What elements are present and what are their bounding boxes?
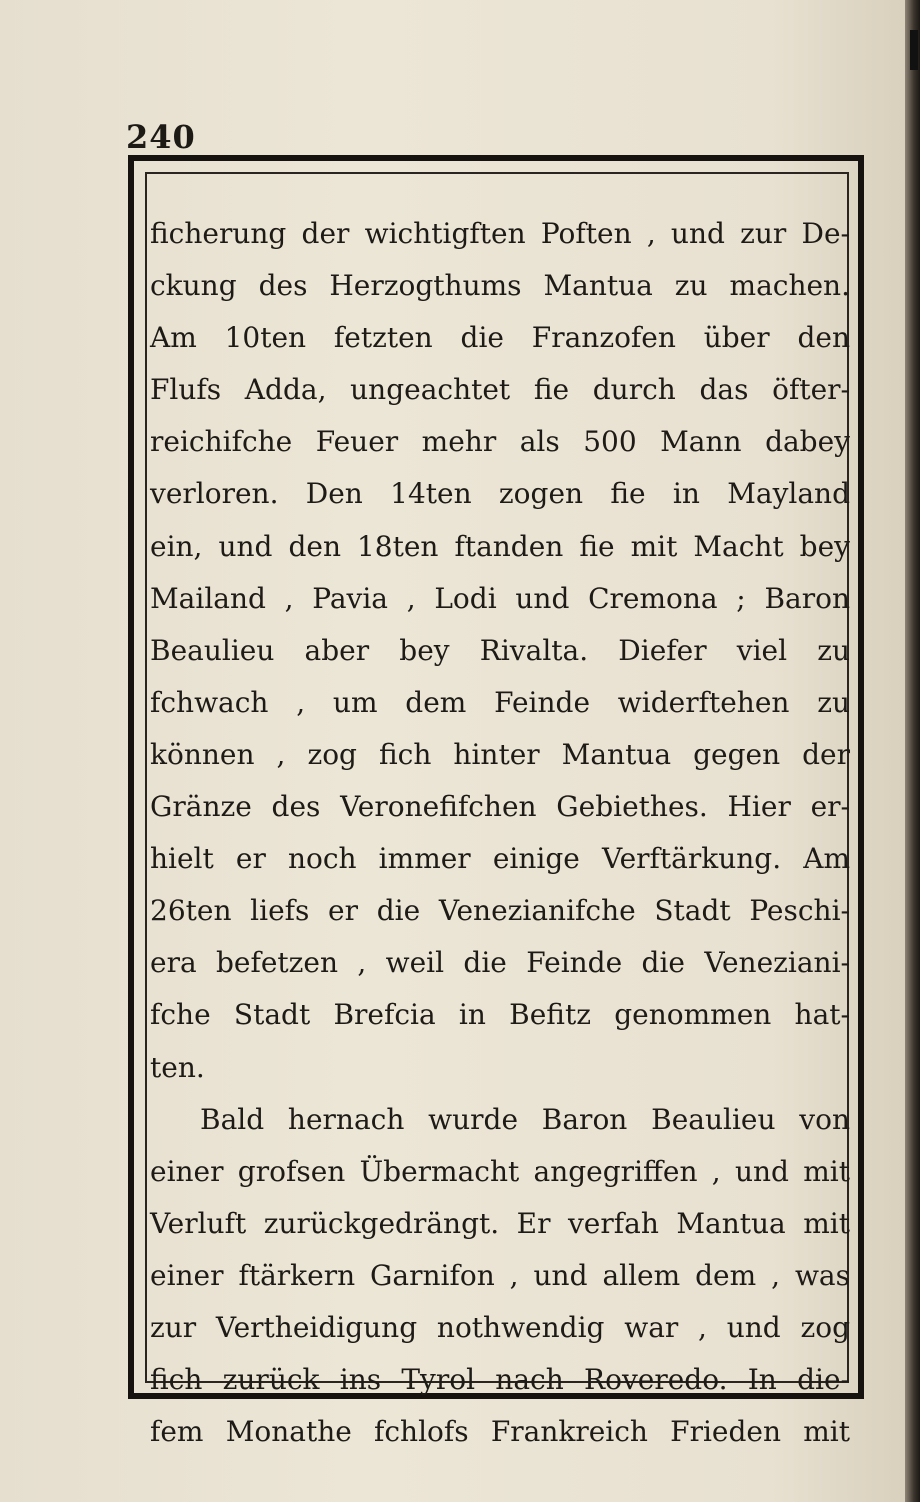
page-number: 240	[126, 118, 196, 156]
text-line: Beaulieu aber bey Rivalta. Diefer viel zu	[150, 633, 850, 667]
text-line: Mailand , Pavia , Lodi und Cremona ; Baron	[150, 581, 850, 615]
text-line: fchwach , um dem Feinde widerftehen zu	[150, 685, 850, 719]
text-line: fich zurück ins Tyrol nach Roveredo. In die-	[150, 1363, 850, 1397]
text-line: können , zog fich hinter Mantua gegen der	[150, 737, 850, 771]
text-line: einer grofsen Übermacht angegriffen , und mit	[150, 1154, 850, 1188]
text-line: zur Vertheidigung nothwendig war , und zog	[150, 1310, 850, 1344]
text-line: Gränze des Veronefifchen Gebiethes. Hier er-	[150, 790, 850, 824]
text-line: ein, und den 18ten ftanden fie mit Macht bey	[150, 529, 850, 563]
text-line: Bald hernach wurde Baron Beaulieu von	[200, 1102, 850, 1136]
text-line: Flufs Adda, ungeachtet fie durch das öfter-	[150, 373, 850, 407]
text-line: ten.	[150, 1050, 205, 1084]
text-line: Verluft zurückgedrängt. Er verfah Mantua mit	[150, 1206, 850, 1240]
text-line: Am 10ten fetzten die Franzofen über den	[150, 321, 850, 355]
text-line: fche Stadt Brefcia in Befitz genommen hat-	[150, 998, 850, 1032]
text-line: ficherung der wichtigften Poften , und zur De-	[150, 217, 850, 250]
text-line: einer ftärkern Garnifon , und allem dem , was	[150, 1258, 850, 1292]
text-line: reichifche Feuer mehr als 500 Mann dabey	[150, 425, 850, 459]
book-edge	[905, 0, 920, 1502]
text-line: 26ten liefs er die Venezianifche Stadt Peschi-	[150, 894, 850, 928]
text-line: verloren. Den 14ten zogen fie in Mayland	[150, 477, 850, 511]
body-text	[150, 208, 850, 1458]
text-line: fem Monathe fchlofs Frankreich Frieden mit	[150, 1415, 850, 1449]
text-line: ckung des Herzogthums Mantua zu machen.	[150, 269, 850, 303]
corner-mark	[910, 30, 918, 70]
text-line: hielt er noch immer einige Verftärkung. Am	[150, 842, 850, 876]
text-line: era befetzen , weil die Feinde die Veneziani-	[150, 946, 850, 980]
